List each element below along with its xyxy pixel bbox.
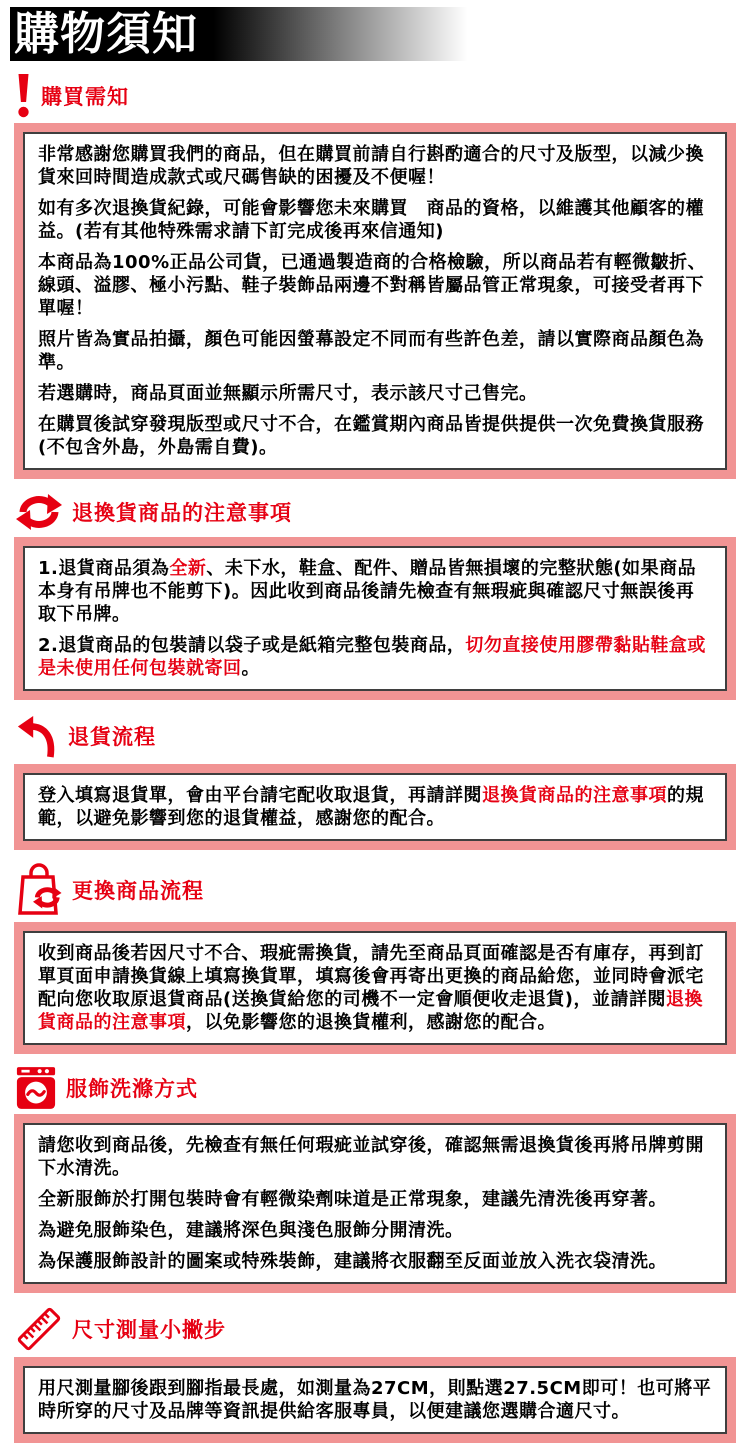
- washing-machine-icon: [16, 1067, 56, 1109]
- section-exchange-process: [0, 863, 750, 1054]
- section-washing-instructions: [0, 1067, 750, 1293]
- panel-content: [23, 1123, 727, 1284]
- panel-content: [23, 132, 727, 470]
- section-title: 更換商品流程: [72, 879, 204, 903]
- paragraph: 收到商品後若因尺寸不合、瑕疵需換貨，請先至商品頁面確認是否有庫存，再到訂單頁面申請換貨線上填寫換貨單，填寫後會再寄出更換的商品給您，並同時會派宅配向您收取原退貨商品(送換貨給您的司機不一定會順便收走退貨)，並請詳閱退換貨商品的注意事項，以免影響您的退換貨權利，感謝您的配合。: [38, 943, 704, 1033]
- panel-content: [23, 1366, 727, 1434]
- paragraph: 若選購時，商品頁面並無顯示所需尺寸，表示該尺寸己售完。: [38, 383, 538, 404]
- notice-panel: [14, 1114, 736, 1293]
- paragraph: 非常感謝您購買我們的商品，但在購買前請自行斟酌適合的尺寸及版型，以減少換貨來回時間造成款式或尺碼售缺的困擾及不便喔！: [38, 144, 704, 188]
- notice-panel: [14, 537, 736, 700]
- recycle-arrows-icon: [16, 492, 62, 532]
- section-title: 退貨流程: [68, 725, 156, 749]
- page-title: 購物須知: [14, 7, 199, 60]
- highlighted-text: 切勿直接使用膠帶黏貼鞋盒或是未使用任何包裝就寄回: [38, 635, 706, 679]
- section-title: 服飾洗滌方式: [66, 1077, 198, 1101]
- paragraph: 1.退貨商品須為全新、未下水，鞋盒、配件、贈品皆無損壞的完整狀態(如果商品本身有吊牌也不能剪下)。因此收到商品後請先檢查有無瑕疵與確認尺寸無誤後再取下吊牌。: [38, 558, 697, 625]
- notice-panel: [14, 922, 736, 1054]
- section-title: 購買需知: [41, 85, 129, 109]
- paragraph: 如有多次退換貨紀錄，可能會影響您未來購買 商品的資格，以維護其他顧客的權益。(若有其他特殊需求請下訂完成後再來信通知): [38, 198, 704, 242]
- section-title: 尺寸測量小撇步: [72, 1318, 226, 1342]
- highlighted-text: 全新: [169, 558, 207, 579]
- paragraph: 為避免服飾染色，建議將深色與淺色服飾分開清洗。: [38, 1220, 464, 1241]
- paragraph: 登入填寫退貨單，會由平台請宅配收取退貨，再請詳閱退換貨商品的注意事項的規範，以避免影響到您的退貨權益，感謝您的配合。: [38, 785, 704, 829]
- section-title: 退換貨商品的注意事項: [72, 501, 292, 525]
- section-return-process: [0, 713, 750, 850]
- section-header: [16, 713, 750, 759]
- paragraph: 本商品為100%正品公司貨，已通過製造商的合格檢驗，所以商品若有輕微皺折、線頭、溢膠、極小污點、鞋子裝飾品兩邊不對稱皆屬品管正常現象，可接受者再下單喔！: [38, 252, 707, 319]
- bottom-whitespace: [0, 1443, 750, 1451]
- panel-content: [23, 773, 727, 841]
- highlighted-text: 退換貨商品的注意事項: [38, 989, 703, 1033]
- paragraph: 全新服飾於打開包裝時會有輕微染劑味道是正常現象，建議先清洗後再穿著。: [38, 1189, 667, 1210]
- notice-panel: [14, 764, 736, 850]
- paragraph: 2.退貨商品的包裝請以袋子或是紙箱完整包裝商品，切勿直接使用膠帶黏貼鞋盒或是未使用任何包裝就寄回。: [38, 635, 706, 679]
- exclamation-icon: [16, 74, 31, 118]
- paragraph: 在購買後試穿發現版型或尺寸不合，在鑑賞期內商品皆提供提供一次免費換貨服務(不包含外島，外島需自費)。: [38, 414, 704, 458]
- section-purchase-notice: [0, 74, 750, 479]
- return-arrow-icon: [16, 713, 58, 759]
- section-header: [16, 1306, 750, 1352]
- section-header: [16, 863, 750, 917]
- notice-panel: [14, 1357, 736, 1443]
- paragraph: 用尺測量腳後跟到腳指最長處，如測量為27CM，則點選27.5CM即可！也可將平時所穿的尺寸及品牌等資訊提供給客服專員，以便建議您選購合適尺寸。: [38, 1378, 712, 1422]
- section-header: [16, 1067, 750, 1109]
- panel-content: [23, 931, 727, 1045]
- ruler-icon: [16, 1306, 62, 1352]
- paragraph: 照片皆為實品拍攝，顏色可能因螢幕設定不同而有些許色差，請以實際商品顏色為準。: [38, 329, 704, 373]
- section-return-exchange-notes: [0, 492, 750, 700]
- paragraph: 為保護服飾設計的圖案或特殊裝飾，建議將衣服翻至反面並放入洗衣袋清洗。: [38, 1251, 667, 1272]
- paragraph: 請您收到商品後，先檢查有無任何瑕疵並試穿後，確認無需退換貨後再將吊牌剪開下水清洗。: [38, 1135, 704, 1179]
- panel-content: [23, 546, 727, 691]
- exchange-bag-icon: [16, 863, 62, 917]
- notice-panel: [14, 123, 736, 479]
- highlighted-text: 退換貨商品的注意事項: [482, 785, 667, 806]
- section-header: [16, 492, 750, 532]
- section-size-measuring-tips: [0, 1306, 750, 1443]
- section-header: [16, 74, 750, 118]
- page-title-banner: [10, 7, 472, 61]
